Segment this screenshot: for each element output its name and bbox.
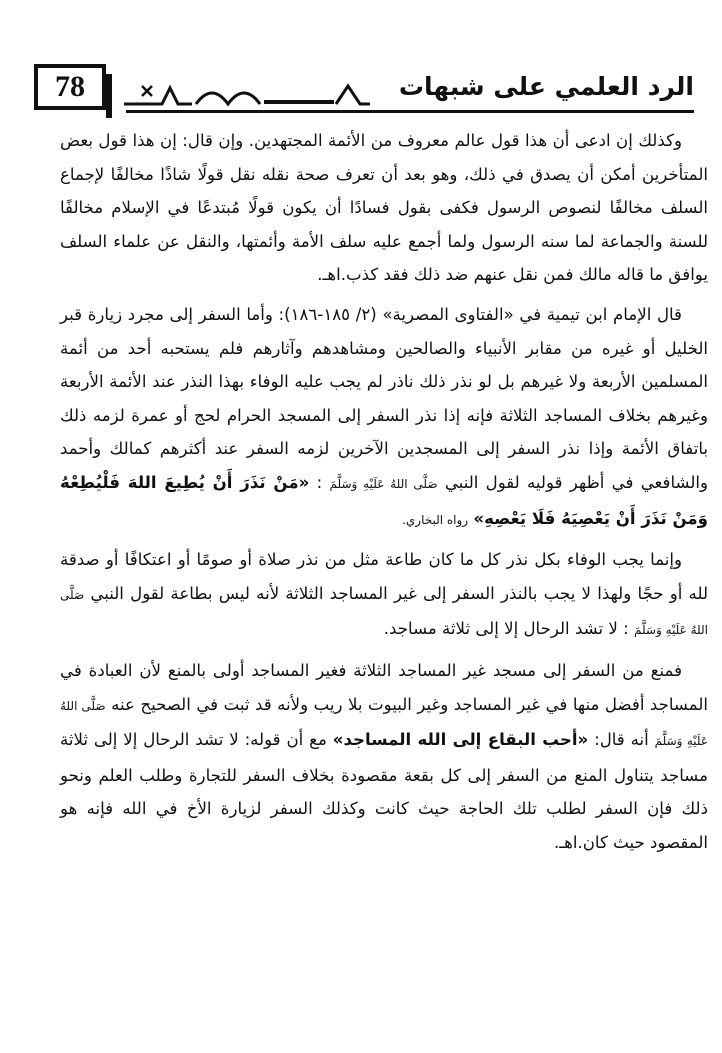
salawat-symbol: صَلَّى اللهُ عَلَيْهِ وَسَلَّمَ	[60, 698, 709, 749]
salawat-symbol: صَلَّى اللهُ عَلَيْهِ وَسَلَّمَ	[60, 587, 708, 638]
page-number: 78	[55, 70, 85, 103]
paragraph-3-end: : لا تشد الرحال إلا إلى ثلاثة مساجد.	[383, 619, 629, 639]
paragraph-2-colon: :	[316, 472, 323, 492]
paragraph-4-end: مع أن قوله: لا تشد الرحال إلا إلى ثلاثة مساجد يتناول المنع من السفر إلى كل بقعة مقصودة بخلاف السفر للتجارة وطلب العلم ونحو ذلك فإن السفر لطلب تلك الحاجة حيث كانت وكذلك السفر لزيارة الأخ في الله فإنه هو المقصود حيث كان.اهـ.	[60, 730, 708, 852]
page-body	[60, 124, 708, 859]
header-rule	[126, 110, 694, 113]
paragraph-2	[60, 298, 708, 537]
paragraph-3	[60, 543, 708, 648]
page-header	[30, 58, 694, 116]
paragraph-1-text: وكذلك إن ادعى أن هذا قول عالم معروف من الأئمة المجتهدين. وإن قال: إن هذا قول بعض المتأخرين أمكن أن يصدق في ذلك، وهو بعد أن تعرف صحة نقله نقل قولًا شاذًا مخالفًا لإجماع السلف مخالفًا لنصوص الرسول فكفى بقول فسادًا أن يكون قولًا مُبتدعًا في الإسلام مخالفًا للسنة والجماعة لما سنه الرسول ولما أجمع عليه سلف الأمة وأئمتها، والنقل عن علماء السلف يوافق ما قاله مالك فمن نقل عنهم ضد ذلك فقد كذب.اهـ.	[60, 131, 708, 285]
page-number-box	[34, 64, 106, 110]
paragraph-4-mid: أنه قال:	[594, 730, 649, 750]
hadith-quote: «أحب البقاع إلى الله المساجد»	[332, 730, 589, 750]
hadith-source: رواه البخاري.	[402, 512, 469, 527]
header-ornament	[122, 76, 372, 110]
salawat-symbol: صَلَّى اللهُ عَلَيْهِ وَسَلَّمَ	[329, 476, 438, 491]
book-title: الرد العلمي على شبهات	[398, 72, 694, 101]
paragraph-2-text: قال الإمام ابن تيمية في «الفتاوى المصرية» (٢/ ١٨٥-١٨٦): وأما السفر إلى مجرد زيارة قبر الخليل أو غيره من مقابر الأنبياء والصالحين ومشاهدهم وآثارهم فلم يستحبه أحد من أئمة المسلمين الأربعة ولا غيرهم بل لو نذر ذلك ناذر لم يجب عليه الوفاء بهذا النذر عند الأئمة الأربعة وغيرهم بخلاف المساجد الثلاثة فإنه إذا نذر السفر إلى المسجد الحرام لحج أو عمرة لزمه ذلك باتفاق الأئمة وإذا نذر السفر إلى المسجدين الآخرين لزمه السفر عند أكثرهم كمالك وأحمد والشافعي في أظهر قوليه لقول النبي	[60, 304, 709, 492]
paragraph-4	[60, 654, 708, 860]
paragraph-4-text: فمنع من السفر إلى مسجد غير المساجد الثلاثة فغير المساجد أولى بالمنع لأن العبادة في المساجد أفضل منها في غير المساجد وغير البيوت بلا ريب ولأنه قد ثبت في الصحيح عنه	[60, 660, 708, 714]
paragraph-3-text: وإنما يجب الوفاء بكل نذر كل ما كان طاعة مثل من نذر صلاة أو صومًا أو اعتكافًا أو صدقة لله أو حجًا ولهذا لا يجب بالنذر السفر إلى غير المساجد الثلاثة لأنه ليس بطاعة لقول النبي	[60, 550, 709, 603]
paragraph-1	[60, 124, 708, 292]
hadith-quote: «مَنْ نَذَرَ أَنْ يُطِيعَ اللهَ فَلْيُطِعْهُ وَمَنْ نَذَرَ أَنْ يَعْصِيَهُ فَلَا يَعْصِهِ»	[60, 472, 708, 528]
